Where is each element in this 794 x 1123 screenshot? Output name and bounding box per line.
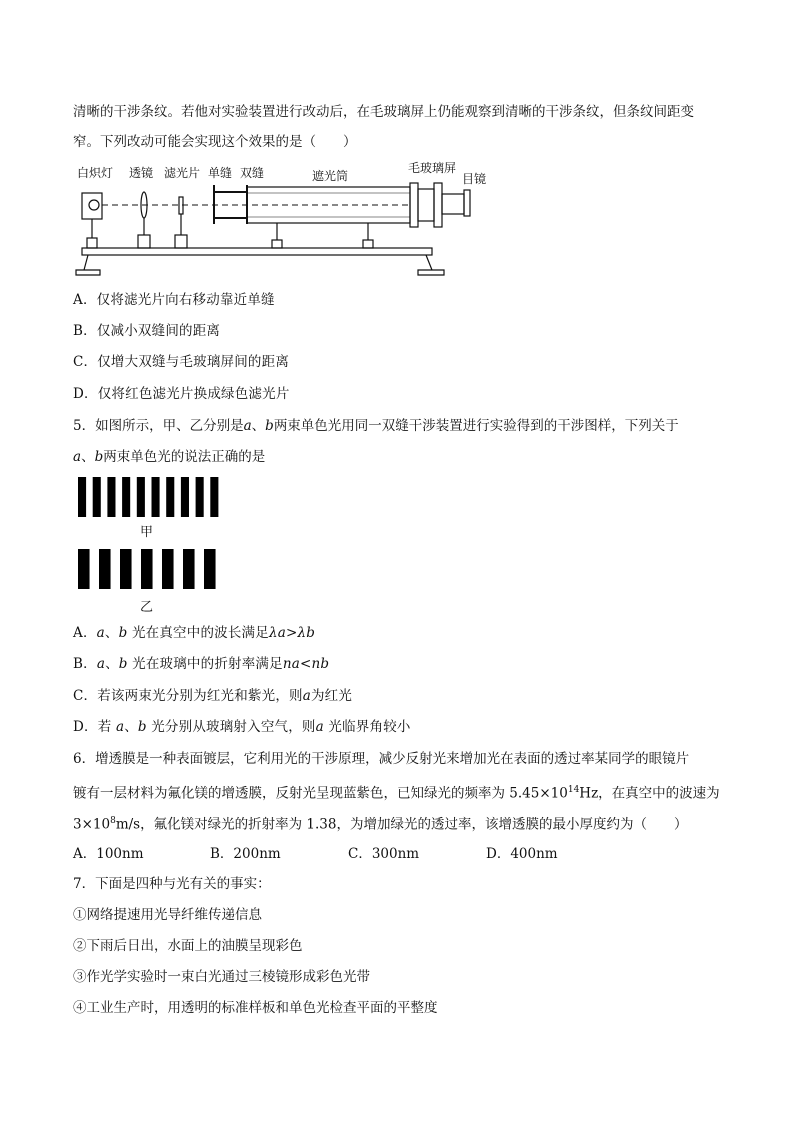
label-single-slit: 单缝	[208, 166, 233, 180]
dark-fringe	[78, 477, 86, 517]
q5-option-a: A．a、b 光在真空中的波长满足λa>λb	[73, 625, 316, 641]
label-lens: 透镜	[129, 166, 154, 180]
fringe-pattern-yi	[78, 549, 225, 589]
frosted-screen-shape	[410, 183, 418, 227]
dark-fringe	[181, 477, 189, 517]
dark-fringe	[99, 549, 111, 589]
q7-fact-4: ④工业生产时，用透明的标准样板和单色光检查平面的平整度	[73, 1000, 438, 1016]
label-double-slit: 双缝	[240, 166, 265, 180]
q6-choice-a: A．100nm	[73, 846, 144, 862]
q5-option-c: C．若该两束光分别为红光和紫光，则a为红光	[73, 688, 353, 704]
q5-text-line1: 5．如图所示，甲、乙分别是a、b两束单色光用同一双缝干涉装置进行实验得到的干涉图样，下列关于	[73, 418, 679, 434]
dark-fringe	[122, 477, 130, 517]
q6-choice-c: C．300nm	[348, 846, 420, 862]
label-lamp: 白炽灯	[77, 166, 114, 180]
caption-yi: 乙	[140, 600, 154, 615]
eyepiece-shape	[442, 194, 464, 214]
q7-fact-1: ①网络提速用光导纤维传递信息	[73, 907, 262, 923]
q4-text-line1: 清晰的干涉条纹。若他对实验装置进行改动后，在毛玻璃屏上仍能观察到清晰的干涉条纹，但条纹间距变	[73, 104, 694, 120]
caption-jia: 甲	[140, 525, 154, 540]
label-screen: 毛玻璃屏	[408, 161, 457, 175]
q7-text-line1: 7．下面是四种与光有关的事实：	[73, 876, 271, 892]
dark-fringe	[141, 549, 153, 589]
dark-fringe	[183, 549, 195, 589]
q7-fact-3: ③作光学实验时一束白光通过三棱镜形成彩色光带	[73, 969, 370, 985]
dark-fringe	[107, 477, 115, 517]
q7-fact-2: ②下雨后日出，水面上的油膜呈现彩色	[73, 938, 303, 954]
label-eyepiece: 目镜	[462, 172, 487, 186]
dark-fringe	[120, 549, 132, 589]
dark-fringe	[137, 477, 145, 517]
dark-fringe	[166, 477, 174, 517]
label-tube: 遮光筒	[312, 169, 349, 183]
q6-text-line2: 镀有一层材料为氟化镁的增透膜，反射光呈现蓝紫色，已知绿光的频率为 $5.45\times 10^{14}Hz$，在真空中的波速为	[73, 785, 720, 802]
label-filter: 滤光片	[164, 166, 201, 180]
q5-option-d: D．若 a、b 光分别从玻璃射入空气，则a 光临界角较小	[73, 719, 411, 735]
dark-fringe	[162, 549, 174, 589]
q4-option-b: B．仅减小双缝间的距离	[73, 323, 221, 339]
q6-choice-d: D．400nm	[486, 846, 558, 862]
q4-text-line2: 窄。下列改动可能会实现这个效果的是（ ）	[73, 134, 357, 150]
double-slit-apparatus-diagram	[72, 160, 487, 285]
q6-text-line3: $3\times 10^8m/s$，氟化镁对绿光的折射率为 1.38，为增加绿光的透过率，该增透膜的最小厚度约为（ ）	[73, 816, 688, 833]
fringe-pattern-jia	[78, 477, 225, 517]
optical-bench	[82, 248, 432, 255]
q6-choice-b: B．200nm	[210, 846, 281, 862]
q5-text-line2: a、b两束单色光的说法正确的是	[73, 449, 266, 465]
q5-option-b: B．a、b 光在玻璃中的折射率满足na<nb	[73, 656, 330, 672]
q4-option-c: C．仅增大双缝与毛玻璃屏间的距离	[73, 354, 290, 370]
lamp-bulb	[89, 200, 99, 210]
dark-fringe	[93, 477, 101, 517]
q4-option-d: D．仅将红色滤光片换成绿色滤光片	[73, 386, 290, 402]
dark-fringe	[152, 477, 160, 517]
q4-option-a: A．仅将滤光片向右移动靠近单缝	[73, 292, 275, 308]
dark-fringe	[204, 549, 216, 589]
q6-text-line1: 6．增透膜是一种表面镀层，它利用光的干涉原理，减少反射光来增加光在表面的透过率某同学的眼镜片	[73, 751, 690, 767]
dark-fringe	[196, 477, 204, 517]
dark-fringe	[78, 549, 90, 589]
dark-fringe	[210, 477, 218, 517]
